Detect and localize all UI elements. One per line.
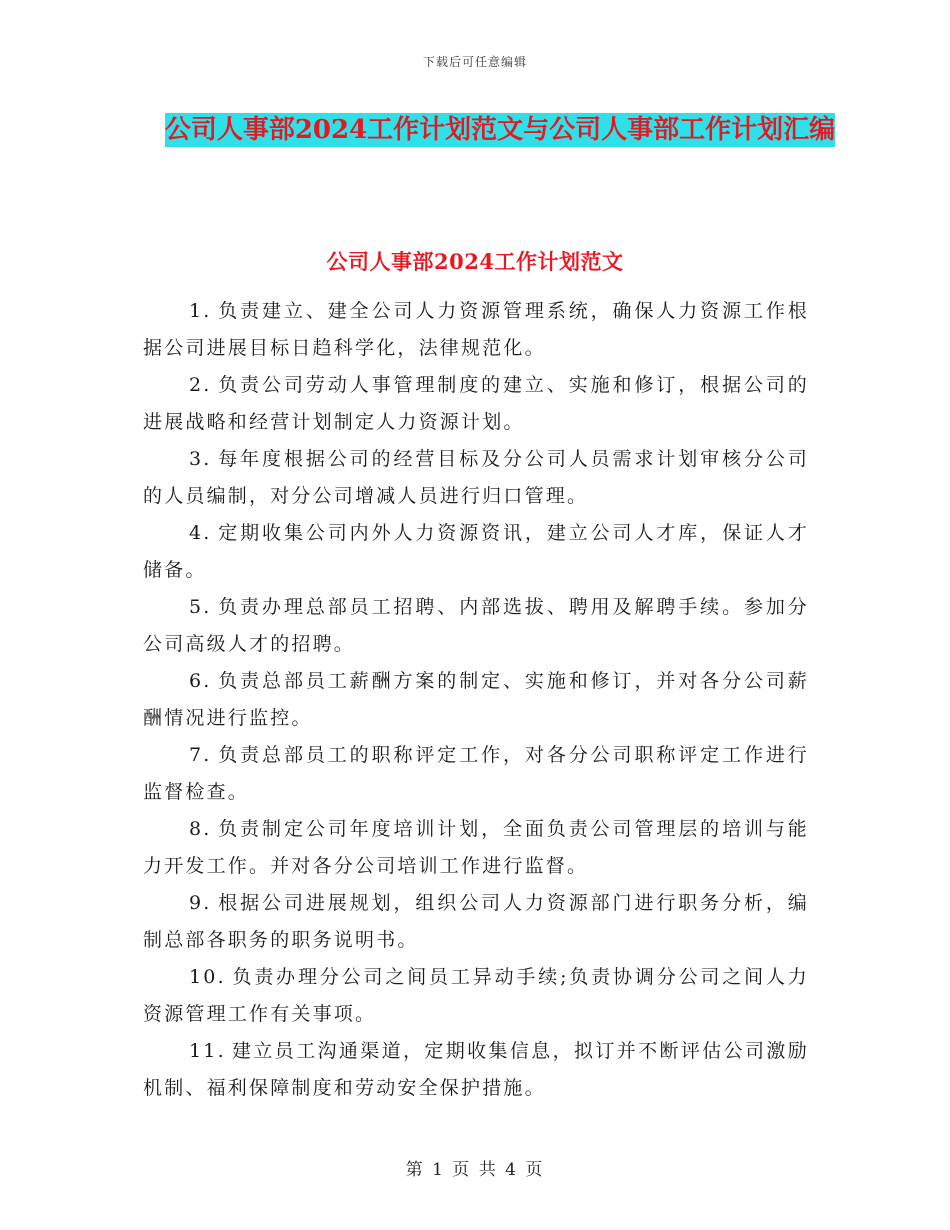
- item-text: 定期收集公司内外人力资源资讯，建立公司人才库，保证人才储备。: [143, 522, 809, 581]
- item-text: 负责建立、建全公司人力资源管理系统，确保人力资源工作根据公司进展目标日趋科学化，法律规范化。: [143, 300, 809, 359]
- list-item: [143, 737, 809, 811]
- list-item: [143, 959, 809, 1033]
- list-item: [143, 811, 809, 885]
- item-text: 每年度根据公司的经营目标及分公司人员需求计划审核分公司的人员编制，对分公司增减人员进行归口管理。: [143, 448, 809, 507]
- item-text: 负责办理总部员工招聘、内部选拔、聘用及解聘手续。参加分公司高级人才的招聘。: [143, 596, 809, 655]
- list-item: [143, 515, 809, 589]
- item-number: 5.: [189, 596, 212, 618]
- item-number: 4.: [189, 522, 212, 544]
- document-title-text: 公司人事部2024工作计划范文与公司人事部工作计划汇编: [164, 115, 836, 145]
- item-number: 9.: [189, 892, 212, 914]
- list-item: [143, 589, 809, 663]
- item-number: 7.: [189, 744, 212, 766]
- item-text: 负责办理分公司之间员工异动手续;负责协调分公司之间人力资源管理工作有关事项。: [143, 966, 809, 1025]
- item-number: 2.: [189, 374, 212, 396]
- list-item: [143, 885, 809, 959]
- item-text: 负责制定公司年度培训计划，全面负责公司管理层的培训与能力开发工作。并对各分公司培训工作进行监督。: [143, 818, 809, 877]
- item-text: 根据公司进展规划，组织公司人力资源部门进行职务分析，编制总部各职务的职务说明书。: [143, 892, 809, 951]
- item-number: 1.: [189, 300, 212, 322]
- list-item: [143, 367, 809, 441]
- list-item: [143, 441, 809, 515]
- item-number: 11.: [189, 1040, 226, 1062]
- item-number: 3.: [189, 448, 212, 470]
- item-text: 建立员工沟通渠道，定期收集信息，拟订并不断评估公司激励机制、福利保障制度和劳动安全保护措施。: [143, 1040, 809, 1099]
- list-item: [143, 663, 809, 737]
- section-title: 公司人事部2024工作计划范文: [326, 249, 624, 274]
- item-number: 6.: [189, 670, 212, 692]
- list-item: [143, 1033, 809, 1107]
- item-number: 8.: [189, 818, 212, 840]
- item-number: 10.: [189, 966, 226, 988]
- document-title: [150, 108, 850, 153]
- item-text: 负责总部员工薪酬方案的制定、实施和修订，并对各分公司薪酬情况进行监控。: [143, 670, 809, 729]
- item-text: 负责公司劳动人事管理制度的建立、实施和修订，根据公司的进展战略和经营计划制定人力资源计划。: [143, 374, 809, 433]
- header-note: 下载后可任意编辑: [422, 55, 527, 69]
- responsibility-list: [143, 293, 809, 1107]
- page-number-footer: 第 1 页 共 4 页: [405, 1160, 545, 1180]
- list-item: [143, 293, 809, 367]
- item-text: 负责总部员工的职称评定工作，对各分公司职称评定工作进行监督检查。: [143, 744, 809, 803]
